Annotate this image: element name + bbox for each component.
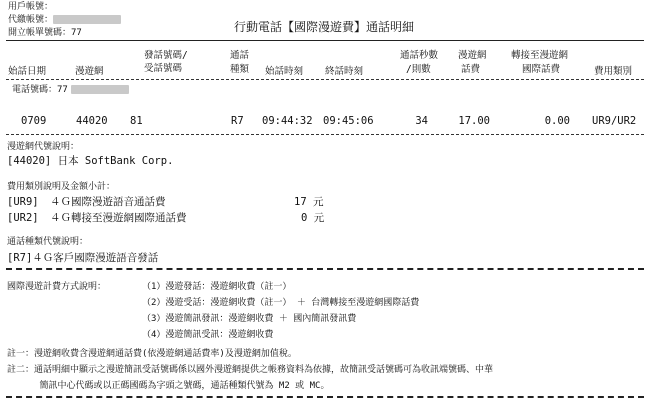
redacted-value [71, 85, 129, 94]
fee-description: ４Ｇ國際漫遊語音通話費 [50, 196, 166, 208]
cell-transfer-fee: 0.00 [544, 115, 570, 127]
note: 簡訊中心代碼或以正碼國碼為字頭之號碼，通話種類代號為 M2 或 MC。 [7, 381, 330, 391]
rule-item: （3）漫遊簡訊發訊：漫遊網收費 ＋ 國內簡訊發訊費 [142, 314, 357, 324]
rule-item: （2）漫遊受話：漫遊網收費（註一） ＋ 台灣轉接至漫遊網國際話費 [142, 298, 420, 308]
col-transfer-fee-line2: 國際話費 [522, 64, 561, 75]
col-end-time: 終話時刻 [325, 66, 364, 77]
fee-code: [UR2] [7, 212, 39, 224]
col-roaming-fee-line1: 漫遊網 [458, 50, 487, 61]
bill-account-value: 77 [71, 28, 82, 38]
col-seconds-line2: /則數 [406, 64, 431, 75]
col-call-type-line2: 種類 [230, 64, 250, 75]
col-start-date: 始話日期 [8, 66, 47, 77]
note: 註一：漫遊網收費含漫遊網通話費(依漫遊網通話費率)及漫遊網加值稅。 [7, 349, 297, 359]
cell-start-time: 09:44:32 [262, 115, 313, 127]
divider [6, 40, 644, 41]
bill-account-row [8, 27, 82, 39]
call-type-code-entry: [R7]４Ｇ客戶國際漫遊語音發話 [7, 252, 159, 264]
redacted-value [53, 15, 121, 24]
call-type-codes-title: 通話種類代號說明： [7, 237, 89, 247]
col-roaming-fee-line2: 話費 [461, 64, 481, 75]
rule-item: （1）漫遊發話：漫遊網收費（註一） [142, 282, 292, 292]
bill-account-label: 開立帳單號碼： [8, 28, 72, 38]
phone-number-row [12, 84, 129, 96]
col-fee-category: 費用類別 [594, 66, 633, 77]
cell-call-type: R7 [231, 115, 244, 127]
fee-amount: 0 元 [301, 212, 325, 224]
fee-code: [UR9] [7, 196, 39, 208]
note: 註二：通話明細中顯示之漫遊簡訊受話號碼係以國外漫遊網提供之帳務資料為依據，故簡訊受話號碼可為收訊端號碼、中華 [7, 365, 494, 375]
divider [6, 79, 644, 80]
cell-number: 81 [130, 115, 143, 127]
cell-roaming-fee: 17.00 [458, 115, 490, 127]
phone-number-prefix: 77 [57, 85, 68, 95]
cell-fee-category: UR9/UR2 [592, 115, 637, 127]
network-codes-title: 漫遊網代號說明： [7, 142, 80, 152]
col-seconds-line1: 通話秒數 [400, 50, 439, 61]
page-title: 行動電話【國際漫遊費】通話明細 [234, 20, 415, 34]
fee-summary-title: 費用類別說明及金額小計： [7, 182, 116, 192]
network-code-entry: [44020] 日本 SoftBank Corp. [7, 155, 174, 167]
divider [6, 134, 644, 135]
billing-account-row [8, 14, 121, 26]
col-number-line1: 發話號碼/ [144, 50, 188, 61]
col-roaming-network: 漫遊網 [75, 66, 104, 77]
divider [6, 268, 644, 270]
divider [6, 396, 644, 398]
billing-account-label: 代繳帳號： [8, 15, 54, 25]
cell-network: 44020 [76, 115, 108, 127]
user-account-label: 用戶帳號： [8, 2, 54, 12]
col-call-type-line1: 通話 [230, 50, 250, 61]
col-number-line2: 受話號碼 [144, 63, 183, 74]
col-transfer-fee-line1: 轉接至漫遊網 [511, 50, 569, 61]
cell-seconds: 34 [415, 115, 428, 127]
rules-label: 國際漫遊計費方式說明： [7, 282, 107, 292]
cell-end-time: 09:45:06 [323, 115, 374, 127]
fee-amount: 17 元 [294, 196, 324, 208]
phone-number-label: 電話號碼： [12, 85, 58, 95]
rule-item: （4）漫遊簡訊受訊：漫遊網收費 [142, 330, 274, 340]
col-start-time: 始話時刻 [265, 66, 304, 77]
fee-description: ４Ｇ轉接至漫遊網國際通話費 [50, 212, 187, 224]
cell-date: 0709 [21, 115, 47, 127]
